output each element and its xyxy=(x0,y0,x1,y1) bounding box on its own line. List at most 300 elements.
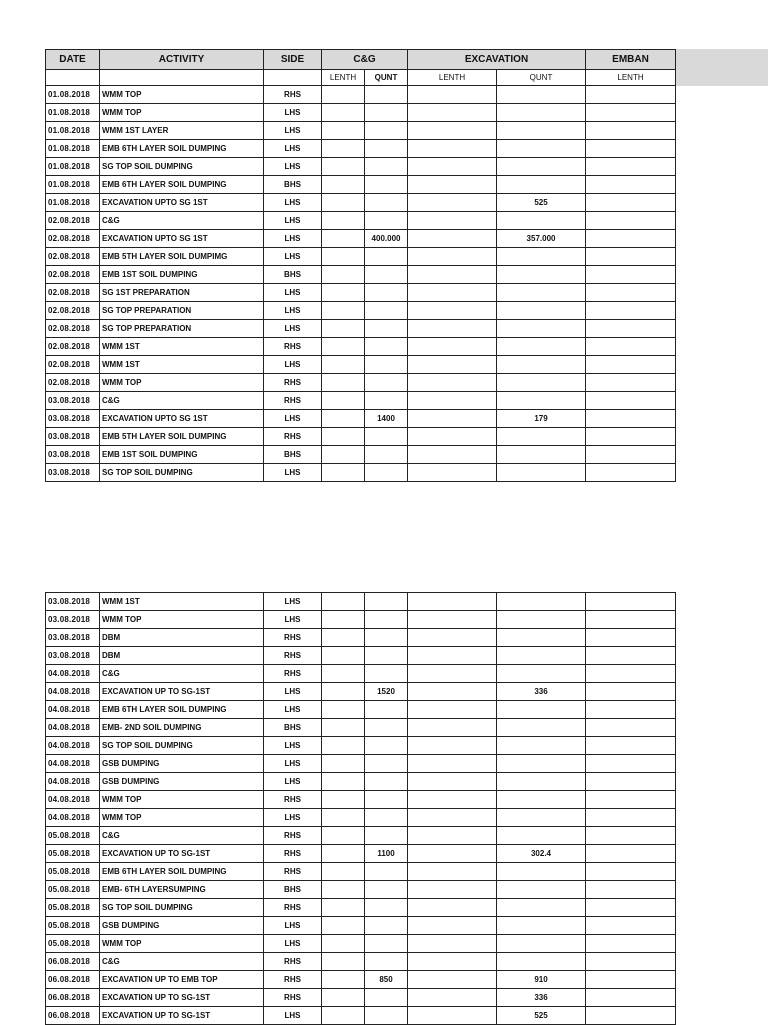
side-cell: LHS xyxy=(264,917,322,935)
excavation-length-cell xyxy=(408,953,497,971)
cg-length-cell xyxy=(322,212,365,230)
table-row xyxy=(46,899,676,917)
activity-cell: EXCAVATION UP TO SG-1ST xyxy=(100,845,264,863)
cg-length-cell xyxy=(322,374,365,392)
cg-quantity-cell xyxy=(365,863,408,881)
table-row xyxy=(46,989,676,1007)
table-row xyxy=(46,863,676,881)
embankment-length-cell xyxy=(586,611,676,629)
cg-quantity-cell xyxy=(365,302,408,320)
cg-length-cell xyxy=(322,302,365,320)
side-cell: LHS xyxy=(264,755,322,773)
table-row xyxy=(46,302,676,320)
activity-cell: GSB DUMPING xyxy=(100,755,264,773)
cg-length-cell xyxy=(322,176,365,194)
excavation-length-cell xyxy=(408,338,497,356)
excavation-quantity-cell xyxy=(497,665,586,683)
cg-quantity-cell xyxy=(365,266,408,284)
side-cell: LHS xyxy=(264,611,322,629)
excavation-length-cell xyxy=(408,917,497,935)
embankment-length-cell xyxy=(586,284,676,302)
excavation-quantity-cell xyxy=(497,827,586,845)
subheader-embankment-length: LENTH xyxy=(586,70,676,86)
excavation-length-cell xyxy=(408,374,497,392)
cg-length-cell xyxy=(322,647,365,665)
table-row xyxy=(46,158,676,176)
table-row xyxy=(46,791,676,809)
col-header-embankment: EMBAN xyxy=(586,50,676,70)
excavation-length-cell xyxy=(408,791,497,809)
excavation-length-cell xyxy=(408,464,497,482)
activity-cell: WMM 1ST xyxy=(100,356,264,374)
subheader-cg-quantity: QUNT xyxy=(365,70,408,86)
excavation-quantity-cell: 357.000 xyxy=(497,230,586,248)
excavation-length-cell xyxy=(408,1007,497,1025)
embankment-length-cell xyxy=(586,809,676,827)
date-cell: 04.08.2018 xyxy=(46,737,100,755)
date-cell: 03.08.2018 xyxy=(46,647,100,665)
cg-quantity-cell xyxy=(365,140,408,158)
excavation-quantity-cell xyxy=(497,374,586,392)
date-cell: 01.08.2018 xyxy=(46,140,100,158)
activity-cell: SG TOP SOIL DUMPING xyxy=(100,464,264,482)
cg-quantity-cell xyxy=(365,464,408,482)
subheader-blank xyxy=(100,70,264,86)
cg-quantity-cell xyxy=(365,248,408,266)
cg-quantity-cell xyxy=(365,629,408,647)
activity-cell: EMB- 6TH LAYERSUMPING xyxy=(100,881,264,899)
cg-quantity-cell: 1400 xyxy=(365,410,408,428)
cg-length-cell xyxy=(322,284,365,302)
excavation-quantity-cell xyxy=(497,320,586,338)
cg-quantity-cell xyxy=(365,899,408,917)
activity-cell: SG TOP SOIL DUMPING xyxy=(100,899,264,917)
table-row xyxy=(46,212,676,230)
embankment-length-cell xyxy=(586,140,676,158)
activity-cell: WMM TOP xyxy=(100,809,264,827)
cg-quantity-cell: 850 xyxy=(365,971,408,989)
side-cell: LHS xyxy=(264,302,322,320)
activity-cell: WMM TOP xyxy=(100,791,264,809)
embankment-length-cell xyxy=(586,665,676,683)
embankment-length-cell xyxy=(586,158,676,176)
table-row xyxy=(46,338,676,356)
side-cell: LHS xyxy=(264,158,322,176)
excavation-length-cell xyxy=(408,593,497,611)
table-row xyxy=(46,140,676,158)
excavation-quantity-cell xyxy=(497,266,586,284)
date-cell: 03.08.2018 xyxy=(46,410,100,428)
table-row xyxy=(46,845,676,863)
side-cell: RHS xyxy=(264,374,322,392)
date-cell: 02.08.2018 xyxy=(46,374,100,392)
excavation-quantity-cell xyxy=(497,464,586,482)
col-header-activity: ACTIVITY xyxy=(100,50,264,70)
table-row xyxy=(46,647,676,665)
excavation-quantity-cell: 525 xyxy=(497,1007,586,1025)
activity-cell: C&G xyxy=(100,212,264,230)
date-cell: 02.08.2018 xyxy=(46,230,100,248)
excavation-quantity-cell xyxy=(497,392,586,410)
embankment-length-cell xyxy=(586,755,676,773)
cg-length-cell xyxy=(322,140,365,158)
date-cell: 02.08.2018 xyxy=(46,212,100,230)
side-cell: LHS xyxy=(264,320,322,338)
activity-cell: WMM 1ST xyxy=(100,338,264,356)
side-cell: RHS xyxy=(264,953,322,971)
table-row xyxy=(46,464,676,482)
activity-cell: GSB DUMPING xyxy=(100,917,264,935)
excavation-length-cell xyxy=(408,827,497,845)
date-cell: 01.08.2018 xyxy=(46,194,100,212)
table-row xyxy=(46,194,676,212)
excavation-length-cell xyxy=(408,809,497,827)
date-cell: 02.08.2018 xyxy=(46,284,100,302)
excavation-quantity-cell xyxy=(497,356,586,374)
excavation-quantity-cell xyxy=(497,104,586,122)
cg-length-cell xyxy=(322,755,365,773)
excavation-length-cell xyxy=(408,881,497,899)
cg-length-cell xyxy=(322,971,365,989)
activity-cell: WMM TOP xyxy=(100,86,264,104)
excavation-quantity-cell: 336 xyxy=(497,989,586,1007)
excavation-quantity-cell xyxy=(497,881,586,899)
date-cell: 06.08.2018 xyxy=(46,1007,100,1025)
side-cell: LHS xyxy=(264,935,322,953)
date-cell: 02.08.2018 xyxy=(46,320,100,338)
excavation-quantity-cell xyxy=(497,917,586,935)
activity-cell: EXCAVATION UP TO EMB TOP xyxy=(100,971,264,989)
col-header-excavation: EXCAVATION xyxy=(408,50,586,70)
excavation-length-cell xyxy=(408,971,497,989)
side-cell: LHS xyxy=(264,737,322,755)
excavation-quantity-cell xyxy=(497,140,586,158)
date-cell: 02.08.2018 xyxy=(46,266,100,284)
embankment-length-cell xyxy=(586,593,676,611)
table-row xyxy=(46,683,676,701)
side-cell: RHS xyxy=(264,629,322,647)
excavation-length-cell xyxy=(408,773,497,791)
embankment-length-cell xyxy=(586,464,676,482)
cg-length-cell xyxy=(322,719,365,737)
excavation-length-cell xyxy=(408,737,497,755)
embankment-length-cell xyxy=(586,647,676,665)
excavation-length-cell xyxy=(408,629,497,647)
embankment-length-cell xyxy=(586,773,676,791)
embankment-length-cell xyxy=(586,356,676,374)
table-row xyxy=(46,86,676,104)
excavation-length-cell xyxy=(408,248,497,266)
cg-length-cell xyxy=(322,464,365,482)
activity-cell: DBM xyxy=(100,629,264,647)
table-row xyxy=(46,773,676,791)
cg-length-cell xyxy=(322,863,365,881)
side-cell: LHS xyxy=(264,464,322,482)
activity-cell: EXCAVATION UPTO SG 1ST xyxy=(100,194,264,212)
cg-length-cell xyxy=(322,881,365,899)
date-cell: 05.08.2018 xyxy=(46,845,100,863)
activity-cell: EMB 6TH LAYER SOIL DUMPING xyxy=(100,863,264,881)
excavation-quantity-cell xyxy=(497,593,586,611)
activity-cell: EMB 6TH LAYER SOIL DUMPING xyxy=(100,176,264,194)
excavation-length-cell xyxy=(408,266,497,284)
activity-cell: EMB 5TH LAYER SOIL DUMPING xyxy=(100,428,264,446)
cg-length-cell xyxy=(322,737,365,755)
excavation-quantity-cell xyxy=(497,719,586,737)
side-cell: BHS xyxy=(264,446,322,464)
embankment-length-cell xyxy=(586,989,676,1007)
cg-quantity-cell xyxy=(365,284,408,302)
excavation-length-cell xyxy=(408,989,497,1007)
side-cell: RHS xyxy=(264,989,322,1007)
side-cell: LHS xyxy=(264,212,322,230)
cg-quantity-cell xyxy=(365,122,408,140)
cg-length-cell xyxy=(322,611,365,629)
excavation-quantity-cell xyxy=(497,809,586,827)
table-row xyxy=(46,827,676,845)
excavation-quantity-cell xyxy=(497,158,586,176)
embankment-length-cell xyxy=(586,266,676,284)
excavation-quantity-cell: 302.4 xyxy=(497,845,586,863)
side-cell: BHS xyxy=(264,719,322,737)
embankment-length-cell xyxy=(586,935,676,953)
table-row xyxy=(46,446,676,464)
date-cell: 01.08.2018 xyxy=(46,122,100,140)
activity-cell: SG TOP PREPARATION xyxy=(100,320,264,338)
cg-length-cell xyxy=(322,845,365,863)
date-cell: 04.08.2018 xyxy=(46,701,100,719)
cg-length-cell xyxy=(322,266,365,284)
cg-length-cell xyxy=(322,104,365,122)
excavation-length-cell xyxy=(408,194,497,212)
cg-quantity-cell xyxy=(365,791,408,809)
side-cell: LHS xyxy=(264,356,322,374)
excavation-quantity-cell: 179 xyxy=(497,410,586,428)
subheader-row xyxy=(46,70,676,86)
excavation-length-cell xyxy=(408,140,497,158)
date-cell: 05.08.2018 xyxy=(46,935,100,953)
cg-length-cell xyxy=(322,158,365,176)
side-cell: LHS xyxy=(264,410,322,428)
table-row xyxy=(46,737,676,755)
date-cell: 03.08.2018 xyxy=(46,629,100,647)
activity-cell: WMM TOP xyxy=(100,374,264,392)
table-row xyxy=(46,374,676,392)
embankment-length-cell xyxy=(586,104,676,122)
date-cell: 03.08.2018 xyxy=(46,593,100,611)
table-row xyxy=(46,953,676,971)
cg-quantity-cell: 1100 xyxy=(365,845,408,863)
embankment-length-cell xyxy=(586,953,676,971)
side-cell: RHS xyxy=(264,428,322,446)
excavation-quantity-cell xyxy=(497,86,586,104)
cg-quantity-cell xyxy=(365,593,408,611)
activity-cell: EMB 5TH LAYER SOIL DUMPIMG xyxy=(100,248,264,266)
cg-length-cell xyxy=(322,428,365,446)
cg-length-cell xyxy=(322,446,365,464)
activity-cell: EMB 6TH LAYER SOIL DUMPING xyxy=(100,140,264,158)
activity-cell: EXCAVATION UPTO SG 1ST xyxy=(100,230,264,248)
date-cell: 04.08.2018 xyxy=(46,665,100,683)
excavation-quantity-cell xyxy=(497,176,586,194)
table-row xyxy=(46,881,676,899)
cg-quantity-cell xyxy=(365,86,408,104)
cg-quantity-cell xyxy=(365,935,408,953)
activity-cell: EMB 1ST SOIL DUMPING xyxy=(100,266,264,284)
embankment-length-cell xyxy=(586,212,676,230)
cg-quantity-cell xyxy=(365,1007,408,1025)
excavation-quantity-cell xyxy=(497,212,586,230)
subheader-cg-length: LENTH xyxy=(322,70,365,86)
table-row xyxy=(46,176,676,194)
excavation-quantity-cell xyxy=(497,629,586,647)
table-row xyxy=(46,248,676,266)
embankment-length-cell xyxy=(586,737,676,755)
embankment-length-cell xyxy=(586,176,676,194)
excavation-length-cell xyxy=(408,446,497,464)
table-row xyxy=(46,917,676,935)
activity-cell: C&G xyxy=(100,953,264,971)
embankment-length-cell xyxy=(586,428,676,446)
table-row xyxy=(46,719,676,737)
embankment-length-cell xyxy=(586,863,676,881)
excavation-quantity-cell xyxy=(497,755,586,773)
col-header-date: DATE xyxy=(46,50,100,70)
cg-quantity-cell xyxy=(365,701,408,719)
table-row xyxy=(46,629,676,647)
excavation-length-cell xyxy=(408,86,497,104)
side-cell: LHS xyxy=(264,683,322,701)
cg-quantity-cell xyxy=(365,755,408,773)
embankment-length-cell xyxy=(586,917,676,935)
cg-length-cell xyxy=(322,917,365,935)
activity-cell: C&G xyxy=(100,827,264,845)
cg-length-cell xyxy=(322,899,365,917)
table-row xyxy=(46,428,676,446)
date-cell: 03.08.2018 xyxy=(46,392,100,410)
cg-quantity-cell xyxy=(365,428,408,446)
embankment-length-cell xyxy=(586,899,676,917)
excavation-length-cell xyxy=(408,611,497,629)
side-cell: BHS xyxy=(264,881,322,899)
activity-cell: EMB- 2ND SOIL DUMPING xyxy=(100,719,264,737)
cg-length-cell xyxy=(322,701,365,719)
activity-cell: WMM 1ST LAYER xyxy=(100,122,264,140)
embankment-length-cell xyxy=(586,248,676,266)
table-row xyxy=(46,284,676,302)
excavation-quantity-cell xyxy=(497,302,586,320)
side-cell: LHS xyxy=(264,1007,322,1025)
side-cell: LHS xyxy=(264,194,322,212)
side-cell: LHS xyxy=(264,773,322,791)
date-cell: 03.08.2018 xyxy=(46,464,100,482)
date-cell: 04.08.2018 xyxy=(46,719,100,737)
subheader-excavation-quantity: QUNT xyxy=(497,70,586,86)
excavation-quantity-cell xyxy=(497,611,586,629)
excavation-length-cell xyxy=(408,863,497,881)
cg-quantity-cell xyxy=(365,611,408,629)
side-cell: BHS xyxy=(264,176,322,194)
excavation-quantity-cell xyxy=(497,647,586,665)
side-cell: RHS xyxy=(264,86,322,104)
cg-length-cell xyxy=(322,410,365,428)
activity-cell: WMM 1ST xyxy=(100,593,264,611)
cg-quantity-cell xyxy=(365,809,408,827)
embankment-length-cell xyxy=(586,302,676,320)
cg-quantity-cell xyxy=(365,647,408,665)
cg-length-cell xyxy=(322,338,365,356)
activity-table-1 xyxy=(45,49,676,482)
excavation-length-cell xyxy=(408,428,497,446)
cg-length-cell xyxy=(322,248,365,266)
cg-length-cell xyxy=(322,122,365,140)
side-cell: LHS xyxy=(264,701,322,719)
embankment-length-cell xyxy=(586,701,676,719)
excavation-quantity-cell: 336 xyxy=(497,683,586,701)
date-cell: 04.08.2018 xyxy=(46,773,100,791)
excavation-quantity-cell xyxy=(497,863,586,881)
excavation-length-cell xyxy=(408,320,497,338)
cg-length-cell xyxy=(322,356,365,374)
date-cell: 01.08.2018 xyxy=(46,86,100,104)
cg-length-cell xyxy=(322,320,365,338)
side-cell: LHS xyxy=(264,809,322,827)
table-row xyxy=(46,593,676,611)
embankment-length-cell xyxy=(586,230,676,248)
cg-quantity-cell xyxy=(365,212,408,230)
table-row xyxy=(46,392,676,410)
embankment-length-cell xyxy=(586,881,676,899)
date-cell: 02.08.2018 xyxy=(46,248,100,266)
embankment-length-cell xyxy=(586,683,676,701)
excavation-length-cell xyxy=(408,284,497,302)
subheader-blank xyxy=(264,70,322,86)
cg-length-cell xyxy=(322,392,365,410)
cg-quantity-cell xyxy=(365,989,408,1007)
excavation-length-cell xyxy=(408,845,497,863)
excavation-length-cell xyxy=(408,665,497,683)
side-cell: RHS xyxy=(264,392,322,410)
embankment-length-cell xyxy=(586,392,676,410)
excavation-length-cell xyxy=(408,212,497,230)
excavation-quantity-cell xyxy=(497,446,586,464)
excavation-length-cell xyxy=(408,899,497,917)
table-row xyxy=(46,755,676,773)
side-cell: LHS xyxy=(264,593,322,611)
excavation-length-cell xyxy=(408,719,497,737)
excavation-length-cell xyxy=(408,302,497,320)
side-cell: RHS xyxy=(264,338,322,356)
excavation-quantity-cell xyxy=(497,791,586,809)
activity-cell: SG TOP PREPARATION xyxy=(100,302,264,320)
subheader-excavation-length: LENTH xyxy=(408,70,497,86)
date-cell: 05.08.2018 xyxy=(46,899,100,917)
embankment-length-cell xyxy=(586,971,676,989)
excavation-length-cell xyxy=(408,683,497,701)
activity-cell: EXCAVATION UPTO SG 1ST xyxy=(100,410,264,428)
activity-cell: GSB DUMPING xyxy=(100,773,264,791)
excavation-quantity-cell xyxy=(497,428,586,446)
table-row xyxy=(46,665,676,683)
side-cell: RHS xyxy=(264,971,322,989)
table-row xyxy=(46,935,676,953)
activity-cell: EXCAVATION UP TO SG-1ST xyxy=(100,1007,264,1025)
excavation-length-cell xyxy=(408,104,497,122)
excavation-length-cell xyxy=(408,230,497,248)
date-cell: 04.08.2018 xyxy=(46,809,100,827)
cg-length-cell xyxy=(322,989,365,1007)
side-cell: RHS xyxy=(264,827,322,845)
